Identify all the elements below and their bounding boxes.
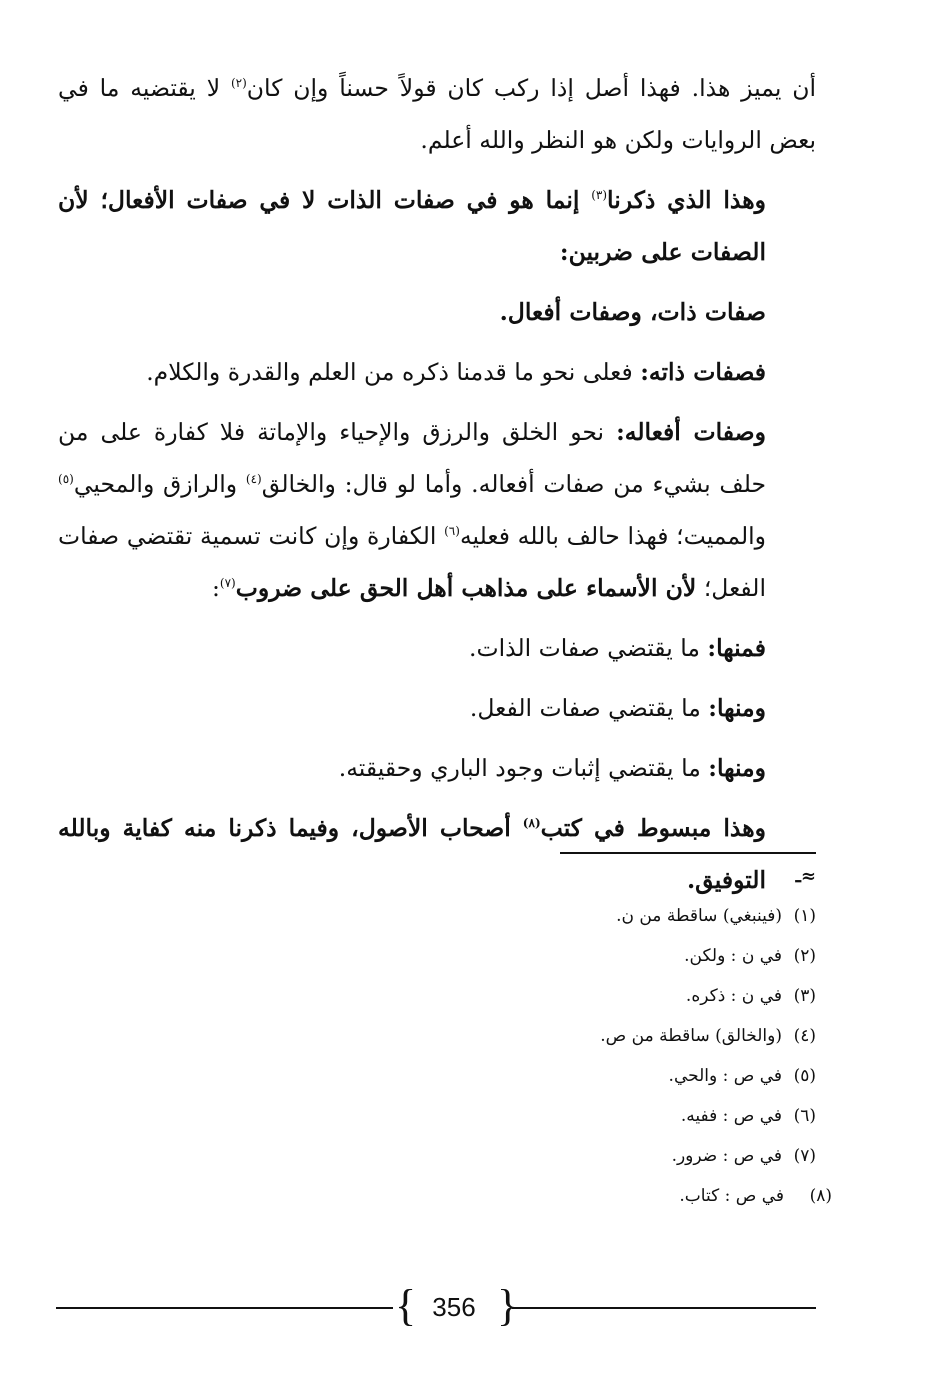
footnote-ref: (٤) [245, 472, 262, 486]
text-run: وهذا مبسوط في كتب [540, 814, 767, 842]
footnote-number: (٣) [793, 986, 816, 1006]
text-run: ومنها: [708, 754, 766, 782]
left-brace-icon: { [395, 1281, 417, 1330]
text-run: ما يقتضي صفات الفعل. [469, 694, 709, 722]
paragraph-7 [58, 682, 816, 734]
main-text [58, 62, 816, 906]
text-run: أصحاب الأصول، وفيما ذكرنا منه كفاية وبالله التوفيق. [58, 814, 766, 894]
text-run: فصفات ذاته: [640, 358, 766, 386]
paragraph-2 [58, 174, 816, 278]
footnote-item [400, 976, 816, 1016]
footnote-item [400, 936, 816, 976]
footnote-item [400, 896, 816, 936]
text-run: الكفارة وإن كانت تسمية تقتضي صفات الفعل؛ [58, 522, 766, 602]
footnotes-list [400, 896, 832, 1216]
text-run: لا يقتضيه ما في بعض الروايات ولكن هو النظر والله أعلم. [58, 74, 816, 154]
paragraph-8 [58, 742, 816, 794]
text-run: ومنها: [708, 694, 766, 722]
footnote-number: (٧) [793, 1146, 816, 1166]
footnote-text: في ص : ضرور. [671, 1146, 782, 1166]
footnote-ref: (٦) [444, 524, 460, 538]
footnote-number: (٥) [793, 1066, 816, 1086]
footnote-ornament-icon: ـ≈ [795, 866, 816, 887]
text-run: أن يميز هذا. فهذا أصل إذا ركب كان قولاً حسناً وإن كان [246, 74, 816, 102]
footnote-text: (والخالق) ساقطة من ص. [600, 1026, 782, 1046]
footnote-number: (٨) [809, 1186, 832, 1206]
text-run: صفات ذات، وصفات أفعال. [499, 298, 766, 326]
text-run: وهذا الذي ذكرنا [607, 186, 766, 214]
page-number: 356 [432, 1292, 476, 1322]
footnote-ref: (٥) [58, 472, 74, 486]
right-brace-icon: } [497, 1281, 519, 1330]
footnote-item [400, 1136, 816, 1176]
footer-rule-left [56, 1307, 393, 1309]
text-run: فمنها: [707, 634, 766, 662]
text-run: ما يقتضي إثبات وجود الباري وحقيقته. [338, 754, 709, 782]
footnote-text: في ص : ففيه. [680, 1106, 782, 1126]
paragraph-9 [58, 802, 816, 906]
footnote-ref: (٢) [230, 76, 247, 90]
footnote-text: في ص : والحي. [668, 1066, 782, 1086]
paragraph-5 [58, 406, 816, 614]
footnote-ref: (٨) [522, 816, 541, 830]
paragraph-4 [58, 346, 816, 398]
footnote-number: (٤) [793, 1026, 816, 1046]
footnote-number: (٦) [793, 1106, 816, 1126]
footer-rule-right [512, 1307, 816, 1309]
text-run: وصفات أفعاله: [616, 418, 766, 446]
footnote-ref: (٣) [591, 188, 608, 202]
paragraph-3 [58, 286, 816, 338]
footnote-item [400, 1056, 816, 1096]
text-run: نحو الخلق والرزق والإحياء والإماتة فلا كفارة على من حلف بشيء من صفات أفعاله. وأما لو قال: والخالق [58, 418, 766, 498]
footnote-item [400, 1016, 816, 1056]
paragraph-1 [58, 62, 816, 166]
text-run: : [211, 574, 220, 602]
footnote-separator-rule [560, 852, 816, 854]
footnote-text: في ن : ذكره. [685, 986, 782, 1006]
footnote-text: في ن : ولكن. [684, 946, 782, 966]
footnote-number: (٢) [793, 946, 816, 966]
text-run: إنما هو في صفات الذات لا في صفات الأفعال؛ لأن الصفات على ضربين: [58, 186, 766, 266]
footnote-item [400, 1096, 816, 1136]
text-run: ما يقتضي صفات الذات. [469, 634, 708, 662]
footnote-text: (فينبغي) ساقطة من ن. [616, 906, 782, 926]
footnote-ref: (٧) [219, 576, 236, 590]
paragraph-6 [58, 622, 816, 674]
text-run: فعلى نحو ما قدمنا ذكره من العلم والقدرة والكلام. [146, 358, 641, 386]
footnote-item [400, 1176, 832, 1216]
footnote-number: (١) [793, 906, 816, 926]
text-run: لأن الأسماء على مذاهب أهل الحق على ضروب [235, 574, 697, 602]
footnote-text: في ص : كتاب. [679, 1186, 784, 1206]
text-run: والرازق والمحيي [73, 470, 246, 498]
text-run: والمميت؛ فهذا حالف بالله فعليه [459, 522, 766, 550]
